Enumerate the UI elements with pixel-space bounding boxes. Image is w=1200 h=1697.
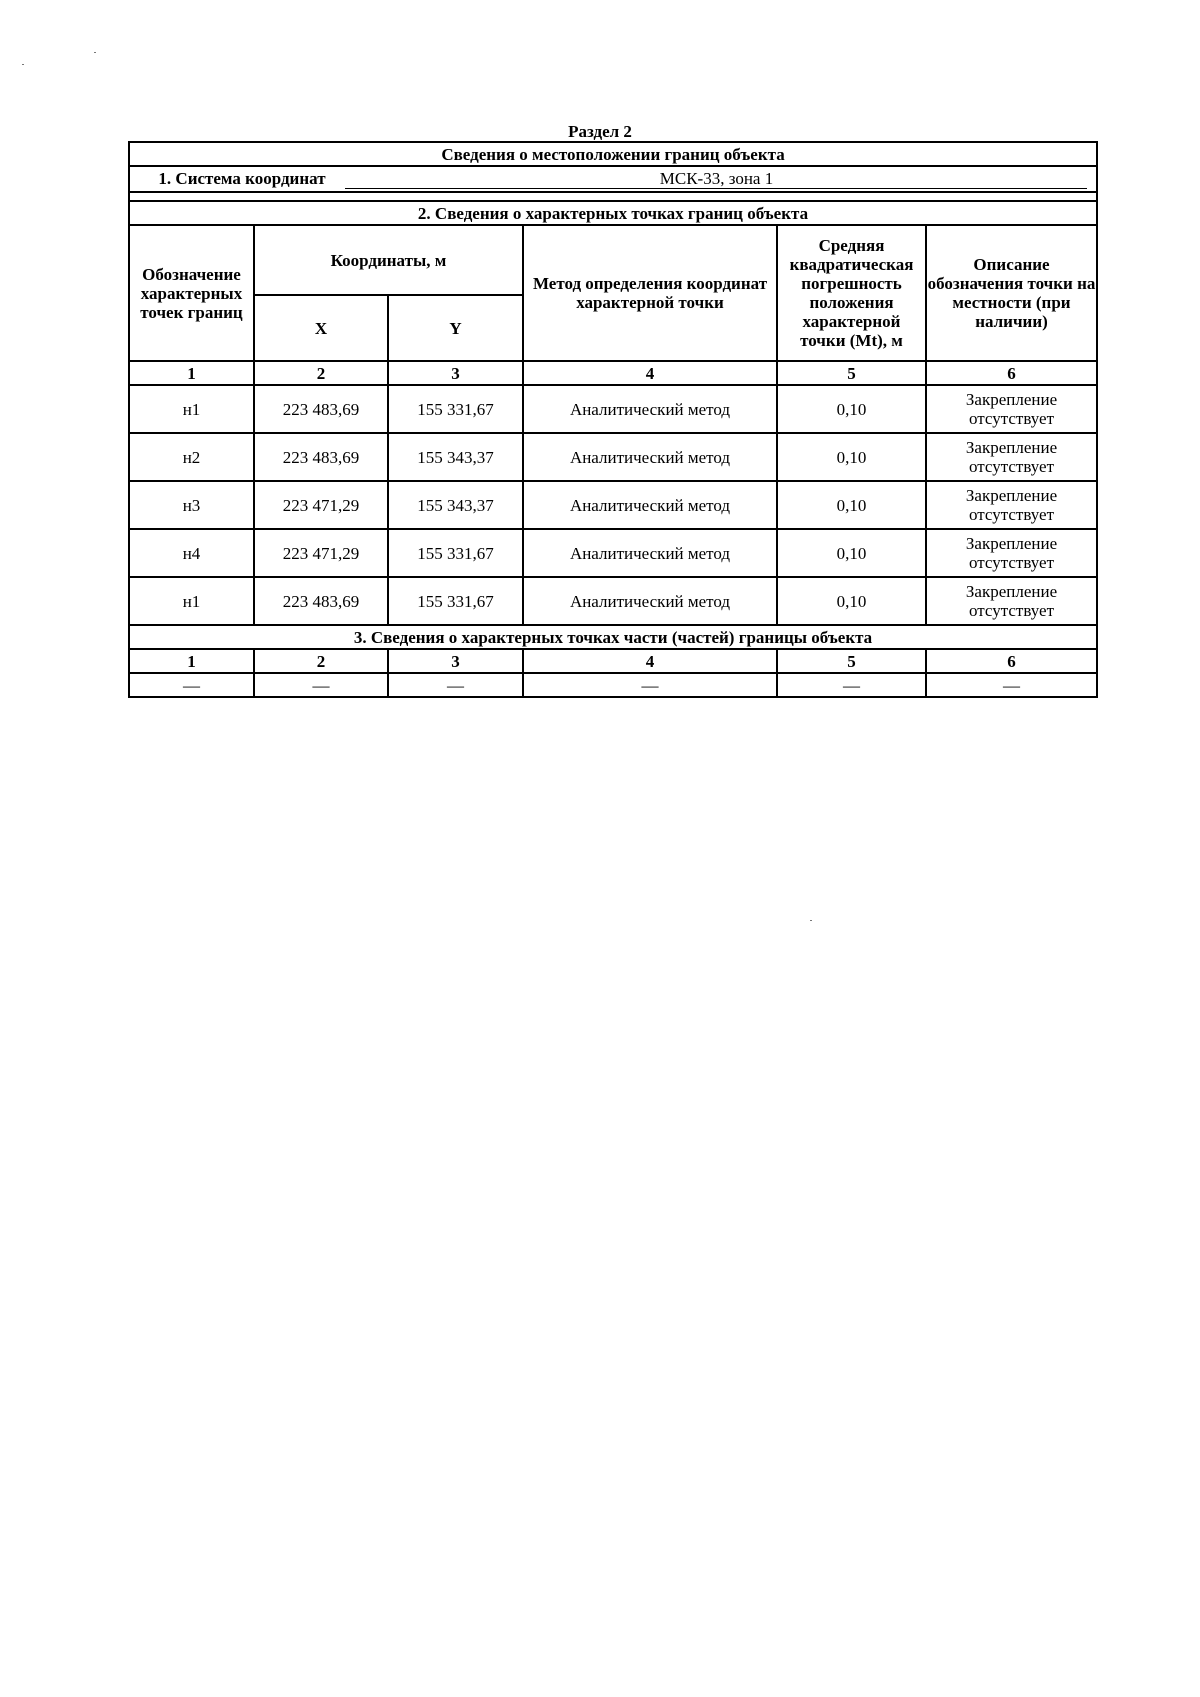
table-row	[129, 577, 1097, 625]
header-designation: Обозначение характерных точек границ	[129, 225, 254, 361]
description-cell: Закрепление отсутствует	[926, 577, 1097, 625]
parts-column-numbers-row	[129, 649, 1097, 673]
column-number: 2	[254, 361, 388, 385]
header-method: Метод определения координат характерной точки	[523, 225, 777, 361]
column-number: 5	[777, 649, 926, 673]
header-coordinates: Координаты, м	[254, 225, 523, 295]
section-title: Раздел 2	[568, 122, 632, 141]
point-cell: н4	[129, 529, 254, 577]
column-number: 3	[388, 649, 523, 673]
method-cell: Аналитический метод	[523, 481, 777, 529]
point-cell: н1	[129, 577, 254, 625]
column-numbers-row	[129, 361, 1097, 385]
scan-speck	[94, 52, 96, 53]
coordinate-system-value: МСК-33, зона 1	[345, 169, 1087, 189]
y-cell: 155 343,37	[388, 433, 523, 481]
header-description: Описание обозначения точки на местности (при наличии)	[926, 225, 1097, 361]
table-row	[129, 385, 1097, 433]
x-cell: 223 471,29	[254, 529, 388, 577]
x-cell: 223 483,69	[254, 385, 388, 433]
y-cell: 155 331,67	[388, 529, 523, 577]
column-number: 3	[388, 361, 523, 385]
spacer	[129, 192, 1097, 201]
column-number: 6	[926, 361, 1097, 385]
column-number: 6	[926, 649, 1097, 673]
point-cell: н3	[129, 481, 254, 529]
coordinate-system-row	[129, 166, 1097, 192]
column-number: 4	[523, 361, 777, 385]
y-cell: 155 331,67	[388, 385, 523, 433]
header-y: Y	[388, 295, 523, 361]
point-cell: н2	[129, 433, 254, 481]
table-title: Сведения о местоположении границ объекта	[129, 142, 1097, 166]
description-cell: Закрепление отсутствует	[926, 433, 1097, 481]
error-cell: 0,10	[777, 433, 926, 481]
point-cell: н1	[129, 385, 254, 433]
error-cell: 0,10	[777, 577, 926, 625]
method-cell: Аналитический метод	[523, 385, 777, 433]
description-cell: Закрепление отсутствует	[926, 385, 1097, 433]
column-number: 4	[523, 649, 777, 673]
table-row	[129, 433, 1097, 481]
scan-speck	[22, 64, 24, 65]
method-cell: Аналитический метод	[523, 577, 777, 625]
empty-dash-cell: —	[777, 673, 926, 697]
points-section-title: 2. Сведения о характерных точках границ объекта	[129, 201, 1097, 225]
column-number: 1	[129, 649, 254, 673]
method-cell: Аналитический метод	[523, 529, 777, 577]
x-cell: 223 471,29	[254, 481, 388, 529]
table-row	[129, 481, 1097, 529]
header-error: Средняя квадратическая погрешность положения характерной точки (Mt), м	[777, 225, 926, 361]
empty-dash-cell: —	[388, 673, 523, 697]
error-cell: 0,10	[777, 481, 926, 529]
y-cell: 155 343,37	[388, 481, 523, 529]
description-cell: Закрепление отсутствует	[926, 529, 1097, 577]
x-cell: 223 483,69	[254, 433, 388, 481]
error-cell: 0,10	[777, 529, 926, 577]
empty-dash-cell: —	[523, 673, 777, 697]
empty-dash-cell: —	[926, 673, 1097, 697]
parts-section-title: 3. Сведения о характерных точках части (частей) границы объекта	[129, 625, 1097, 649]
error-cell: 0,10	[777, 385, 926, 433]
scan-speck	[810, 920, 812, 921]
header-x: X	[254, 295, 388, 361]
x-cell: 223 483,69	[254, 577, 388, 625]
table-row	[129, 529, 1097, 577]
column-number: 1	[129, 361, 254, 385]
parts-table-row	[129, 673, 1097, 697]
empty-dash-cell: —	[129, 673, 254, 697]
y-cell: 155 331,67	[388, 577, 523, 625]
column-number: 5	[777, 361, 926, 385]
empty-dash-cell: —	[254, 673, 388, 697]
coordinate-system-label: 1. Система координат	[158, 169, 326, 188]
method-cell: Аналитический метод	[523, 433, 777, 481]
column-number: 2	[254, 649, 388, 673]
boundary-table	[128, 141, 1098, 698]
description-cell: Закрепление отсутствует	[926, 481, 1097, 529]
